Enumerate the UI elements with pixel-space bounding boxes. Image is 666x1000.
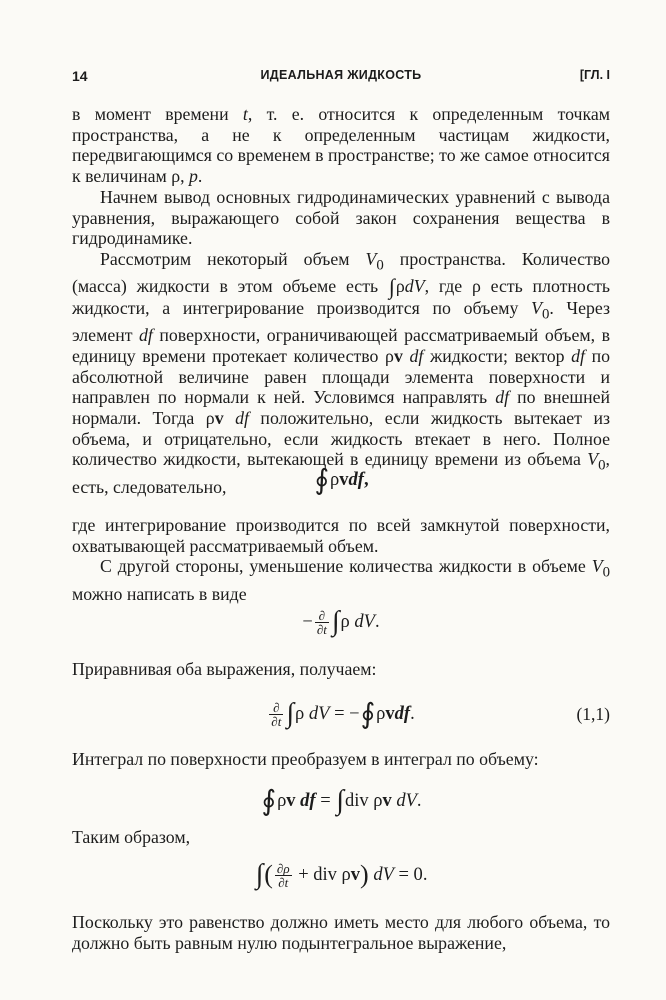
paragraph-9: Поскольку это равенство должно иметь место для любого объема, то должно быть равным нулю подынтегральное выражение, <box>72 912 610 953</box>
paragraph-7: Интеграл по поверхности преобразуем в интеграл по объему: <box>72 749 539 769</box>
equation-volume-integral: ∫ ( $\frac{\partial\rho}{\partial t}$ + div ρ v ) dV = 0 . <box>255 859 428 890</box>
paragraph-2: Начнем вывод основных гидродинамических уравнений с вывода уравнения, выражающего собой закон сохранения вещества в гидродинамике. <box>72 186 610 249</box>
equation-mass-decrease: − $\frac{\partial}{\partial t}$ ∫ ρ dV . <box>302 606 380 637</box>
paragraph-3: Рассмотрим некоторый объем $V_0$ пространства. Количество (масса) жидкости в этом объеме есть ∫ρdV, где ρ есть плотность жидкости, а интегрирование производится по объему $V_0$. Через элемент df поверхности, ограничивающей рассматриваемый объем, в единицу времени протекает количество ρv df жидкости; вектор df по абсолютной величине равен площади элемента поверхности и направлен по нормали к ней. Условимся направлять df по внешней нормали. Тогда ρv df положительно, если жидкость вытекает из объема, и отрицательно, если жидкость втекает в него. Полное количество жидкости, вытекающей в единицу времени из объема $V_0$, есть, следовательно, <box>72 248 611 497</box>
equation-number: (1,1) <box>576 704 610 724</box>
text-block-6 <box>72 912 610 953</box>
equation-gauss: ∮ ρ v df = ∫ div ρ v dV . <box>261 785 422 817</box>
text-block-2 <box>72 515 610 604</box>
page-header <box>72 68 610 90</box>
chapter-label: [ГЛ. I <box>579 68 610 82</box>
paragraph-8: Таким образом, <box>72 827 191 847</box>
paragraph-6: Приравнивая оба выражения, получаем: <box>72 659 377 679</box>
paragraph-5: С другой стороны, уменьшение количества жидкости в объеме $V_0$ можно написать в виде <box>72 556 610 604</box>
paragraph-1: в момент времени t, т. е. относится к определенным точкам пространства, а не к определенным частицам жидкости, передвигающимся со временем в пространстве; то же самое относится к величинам ρ, p. <box>72 104 610 187</box>
running-title: ИДЕАЛЬНАЯ ЖИДКОСТЬ <box>260 68 422 82</box>
text-block-5 <box>72 827 610 848</box>
page-number: 14 <box>72 68 88 84</box>
equation-oint-flux: ∮ ρ v df , <box>314 465 369 496</box>
text-block-1 <box>72 104 610 497</box>
paragraph-4: где интегрирование производится по всей замкнутой поверхности, охватывающей рассматриваемый объем. <box>72 515 610 556</box>
equation-1-1: $\frac{\partial}{\partial t}$ ∫ ρ dV = − ∮ ρ v df . (1,1) <box>271 698 610 730</box>
text-block-4 <box>72 749 610 770</box>
text-block-3 <box>72 659 610 680</box>
